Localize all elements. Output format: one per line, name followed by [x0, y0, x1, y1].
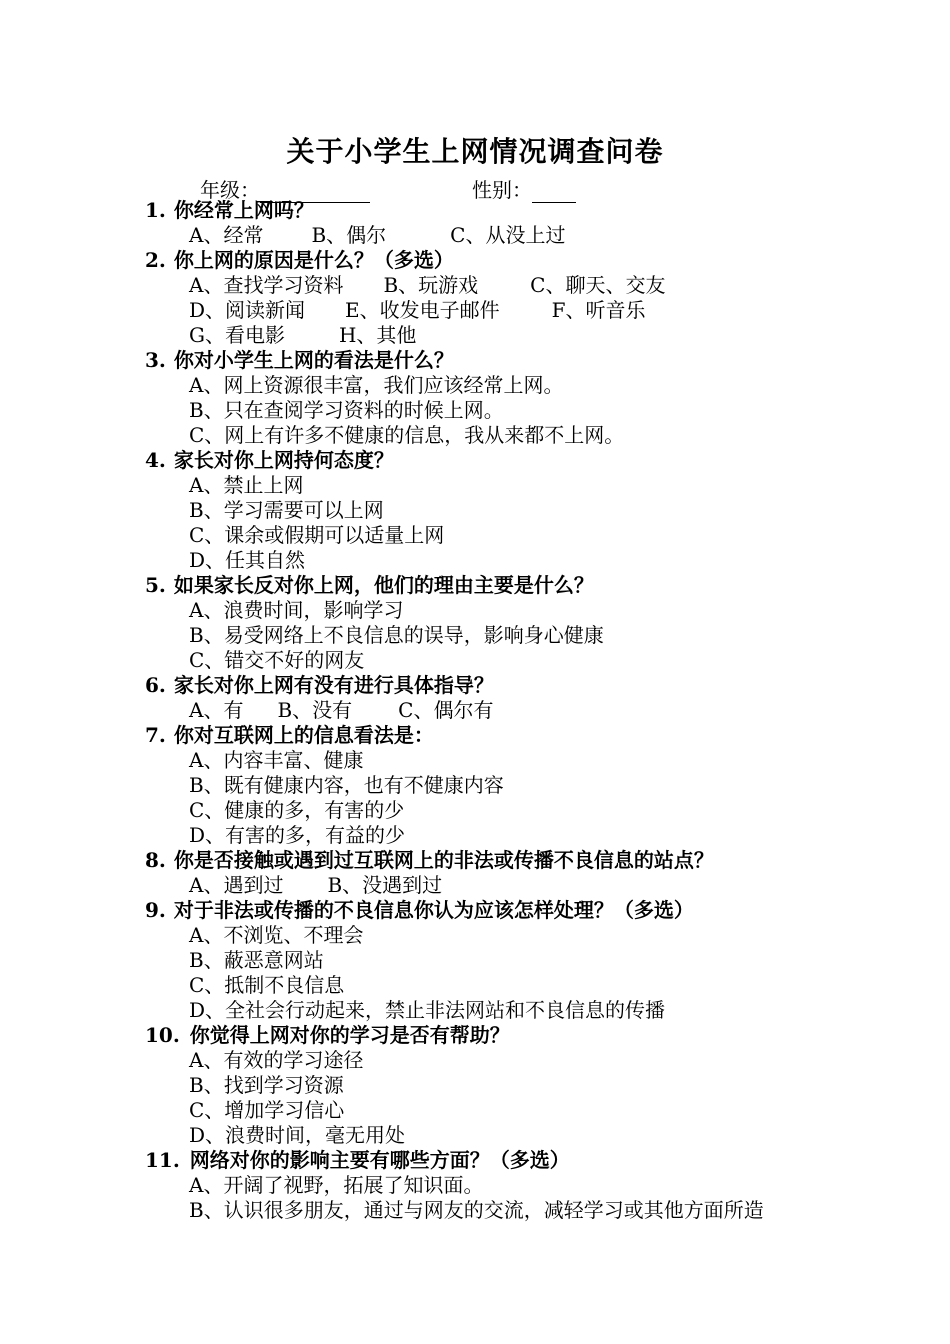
question-text: 你是否接触或遇到过互联网上的非法或传播不良信息的站点？ [173, 848, 714, 872]
option[interactable]: G、看电影 [189, 323, 285, 347]
question-7 [145, 723, 925, 748]
question-number: 8. [145, 848, 166, 872]
option[interactable]: B、既有健康内容，也有不健康内容 [189, 773, 504, 797]
option[interactable]: C、偶尔有 [398, 698, 494, 722]
question-text: 你经常上网吗？ [173, 198, 314, 222]
option[interactable]: D、任其自然 [189, 548, 306, 572]
option[interactable]: B、没遇到过 [327, 873, 443, 897]
option[interactable]: H、其他 [338, 323, 417, 347]
question-number: 1. [145, 198, 166, 222]
question-number: 9. [145, 898, 166, 922]
question-4 [145, 448, 925, 473]
option[interactable]: A、经常 [189, 223, 264, 247]
option-row [145, 223, 925, 248]
option[interactable]: C、聊天、交友 [530, 273, 666, 297]
question-9 [145, 898, 925, 923]
question-text: 你对互联网上的信息看法是： [173, 723, 434, 747]
option[interactable]: C、课余或假期可以适量上网 [189, 523, 445, 547]
question-5 [145, 573, 925, 598]
option[interactable]: A、浪费时间，影响学习 [189, 598, 404, 622]
option[interactable]: A、遇到过 [189, 873, 284, 897]
grade-label: 年级： [200, 178, 260, 202]
option[interactable]: B、只在查阅学习资料的时候上网。 [189, 398, 504, 422]
option[interactable]: A、开阔了视野，拓展了知识面。 [189, 1173, 484, 1197]
page-title: 关于小学生上网情况调查问卷 [286, 135, 664, 168]
option[interactable]: A、网上资源很丰富，我们应该经常上网。 [189, 373, 564, 397]
option[interactable]: B、偶尔 [311, 223, 387, 247]
option[interactable]: A、禁止上网 [189, 473, 304, 497]
question-text: 你觉得上网对你的学习是否有帮助？ [189, 1023, 510, 1047]
question-text: 家长对你上网有没有进行具体指导？ [173, 673, 494, 697]
option[interactable]: B、没有 [277, 698, 353, 722]
option[interactable]: B、学习需要可以上网 [189, 498, 384, 522]
question-8 [145, 848, 925, 873]
option[interactable]: D、全社会行动起来，禁止非法网站和不良信息的传播 [189, 998, 666, 1022]
gender-label: 性别： [472, 178, 532, 202]
option[interactable]: A、查找学习资料 [189, 273, 344, 297]
question-number: 6. [145, 673, 166, 697]
option[interactable]: E、收发电子邮件 [345, 298, 500, 322]
option[interactable]: C、抵制不良信息 [189, 973, 345, 997]
option[interactable]: D、有害的多，有益的少 [189, 823, 406, 847]
question-3 [145, 348, 925, 373]
question-text: 家长对你上网持何态度？ [173, 448, 394, 472]
question-number: 5. [145, 573, 166, 597]
option-row [145, 698, 925, 723]
option[interactable]: B、找到学习资源 [189, 1073, 344, 1097]
option[interactable]: B、玩游戏 [383, 273, 479, 297]
option[interactable]: F、听音乐 [551, 298, 646, 322]
option-row [145, 298, 925, 323]
question-number: 3. [145, 348, 166, 372]
option-row [145, 873, 925, 898]
option[interactable]: A、不浏览、不理会 [189, 923, 364, 947]
option[interactable]: D、阅读新闻 [189, 298, 306, 322]
question-number: 4. [145, 448, 166, 472]
option[interactable]: C、增加学习信心 [189, 1098, 345, 1122]
question-10 [145, 1023, 925, 1048]
question-number: 10. [145, 1023, 180, 1047]
option-row [145, 273, 925, 298]
option[interactable]: C、错交不好的网友 [189, 648, 365, 672]
question-2 [145, 248, 925, 273]
option[interactable]: B、易受网络上不良信息的误导，影响身心健康 [189, 623, 604, 647]
option[interactable]: A、内容丰富、健康 [189, 748, 364, 772]
question-6 [145, 673, 925, 698]
question-number: 7. [145, 723, 166, 747]
question-text: 你对小学生上网的看法是什么？ [173, 348, 454, 372]
option[interactable]: C、从没上过 [450, 223, 566, 247]
question-number: 2. [145, 248, 166, 272]
question-text: 网络对你的影响主要有哪些方面？（多选） [189, 1148, 570, 1172]
question-text: 对于非法或传播的不良信息你认为应该怎样处理？（多选） [173, 898, 694, 922]
option[interactable]: D、浪费时间，毫无用处 [189, 1123, 406, 1147]
option[interactable]: B、认识很多朋友，通过与网友的交流，减轻学习或其他方面所造 [189, 1198, 764, 1222]
question-list [145, 198, 925, 1223]
option[interactable]: C、网上有许多不健康的信息，我从来都不上网。 [189, 423, 625, 447]
option[interactable]: A、有效的学习途径 [189, 1048, 364, 1072]
question-1 [145, 198, 925, 223]
question-text: 你上网的原因是什么？（多选） [173, 248, 454, 272]
option[interactable]: A、有 [189, 698, 244, 722]
option-row [145, 323, 925, 348]
option[interactable]: C、健康的多，有害的少 [189, 798, 405, 822]
question-text: 如果家长反对你上网，他们的理由主要是什么？ [173, 573, 594, 597]
question-number: 11. [145, 1148, 180, 1172]
option[interactable]: B、蔽恶意网站 [189, 948, 324, 972]
question-11 [145, 1148, 925, 1173]
